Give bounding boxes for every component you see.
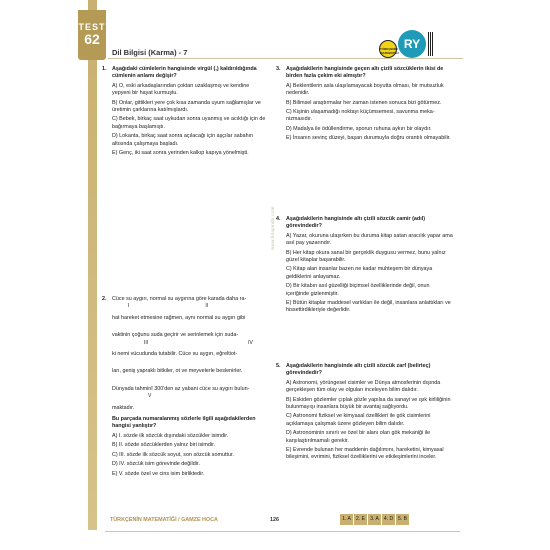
question-number: 4. xyxy=(276,216,281,222)
question-stem: Aşağıdakilerin hangisinde geçen altı çizili sözcüklerin ikisi de birden fazla çekim eki almıştır? xyxy=(286,66,444,80)
option-d[interactable]: D) Lokanta, birkaç saat sonra açılacağı için aşçılar sabahın altısında çalışmaya başladı. xyxy=(112,133,254,147)
paragraph-line: hat hareket etmesine rağmen, aynı normal su aygırı gibi xyxy=(112,314,246,321)
brand-logo: RY xyxy=(398,30,426,58)
option-c[interactable]: C) Kitap alan insanlar bazen ne kadar muhteşem bir dünyaya geldiklerini anlayamaz. xyxy=(286,266,433,280)
option-e[interactable]: E) Genç, iki saat sonra yerinden kalkıp kapıya yönelmişti. xyxy=(112,150,249,157)
option-b[interactable]: B) Onlar, gittikleri yere çok kısa zamanda uyum sağlamışlar ve üretimin çarklarına katılmışlardı. xyxy=(112,99,261,114)
option-a[interactable]: A) Yazar, okuruna ulaşırken bu duruma kitap satan aracılık yapar ama asıl pay yazarındır. xyxy=(286,232,453,247)
option-e[interactable]: E) Bütün kitaplar maddesel varlıkları ile değil, insanlara anlattıkları ve hissettirdikleriyle değerlidir. xyxy=(286,300,451,314)
test-number: 62 xyxy=(84,31,100,47)
paragraph-line: maktadır. xyxy=(112,404,135,411)
question-number: 5. xyxy=(276,363,281,369)
answer-chip: 3. A xyxy=(368,514,381,525)
option-a[interactable]: A) Beklentilerin asla ulaşılamayacak boyutta olması, bir mutsuzluk nedenidir. xyxy=(286,82,444,97)
roman-numeral: I xyxy=(128,303,130,310)
question-number: 1. xyxy=(102,66,107,72)
footer-brand: TÜRKÇENİN MATEMATİĞİ / GAMZE HOCA xyxy=(110,517,218,523)
option-c[interactable]: C) Bebek, birkaç saat uykudan sonra uyanmış ve acıktığı için de bağırmaya başlamıştı. xyxy=(112,116,266,130)
option-e[interactable]: E) İnsanın sevinç düzeyi, başarı durumuyla doğru orantılı olmayabilir. xyxy=(286,135,451,142)
option-c[interactable]: C) III. sözde ilk sözcük soyut, son sözcük somuttur. xyxy=(112,451,234,458)
paragraph-line: Cüce su aygırı, normal su aygırına göre karada daha ra- xyxy=(112,296,247,302)
question-2 xyxy=(102,296,267,478)
answer-chip: 2. E xyxy=(354,514,367,525)
option-b[interactable]: B) II. sözde sözcüklerden yalnız biri isimdir. xyxy=(112,442,216,449)
option-c[interactable]: C) Kişinin ulaşamadığı noktayı küçümsemesi, savunma mekanizmasıdır. xyxy=(286,109,435,123)
question-5 xyxy=(276,363,454,462)
question-3 xyxy=(276,66,454,143)
option-a[interactable]: A) O, eski arkadaşlarından çoktan uzaklaşmış ve kendine yepyeni bir hayat kurmuştu. xyxy=(112,82,250,97)
option-e[interactable]: E) Evrende bulunan her maddenin dağılımını, hareketini, kimyasal bileşimini, evrimini, fiziksel özelliklerini ve etkileşimlerini inceler. xyxy=(286,447,444,461)
question-stem: Aşağıdakilerin hangisinde altı çizili sözcük zarf (belirteç) görevindedir? xyxy=(286,363,431,377)
option-b[interactable]: B) Bilimsel araştırmalar her zaman istenen sonuca bizi götürmez. xyxy=(286,99,442,106)
test-tab xyxy=(78,10,106,60)
paragraph-line: ları, geniş yapraklı bitkiler, ot ve meyvelerle beslenirler. xyxy=(112,368,243,375)
roman-numeral: II xyxy=(205,303,209,310)
question-stem: Aşağıdakilerin hangisinde altı çizili sözcük zamir (adıl) görevindedir? xyxy=(286,216,425,230)
roman-row xyxy=(112,393,267,400)
roman-numeral: III xyxy=(144,339,149,346)
option-d[interactable]: D) Madalya ile ödüllendirme, sporun ruhuna aykırı bir olaydır. xyxy=(286,125,432,132)
option-a[interactable]: A) Astronomi, yörüngesel cisimler ve Dünya atmosferinin dışında gerçekleşen tüm olay ve olguları inceleyen bilim dalıdır. xyxy=(286,379,441,394)
question-stem: Bu parçada numaralanmış sözlerle ilgili aşağıdakilerden hangisi yanlıştır? xyxy=(112,416,256,430)
option-d[interactable]: D) IV. sözcük isim görevinde değildir. xyxy=(112,461,200,468)
gold-side-bar xyxy=(88,0,97,530)
paragraph-line: Dünyada tahminî 300'den az yabani cüce su aygırı bulun- xyxy=(112,385,250,392)
option-b[interactable]: B) Her kitap okura sanal bir gerçeklik duygusu vermez, bunu yalnız güzel kitaplar başarabilir. xyxy=(286,249,446,264)
roman-row xyxy=(112,340,267,347)
answer-key xyxy=(340,514,410,525)
roman-row xyxy=(112,303,267,310)
answer-chip: 5. B xyxy=(396,514,409,525)
question-1 xyxy=(102,66,267,157)
header-divider xyxy=(108,58,463,59)
question-number: 3. xyxy=(276,66,281,72)
answer-chip: 1. A xyxy=(340,514,353,525)
paragraph-line: vaktinin çoğunu suda geçirir ve serinlemek için suda- xyxy=(112,332,239,339)
page-number: 126 xyxy=(270,517,279,523)
option-d[interactable]: D) Bir kitabın asıl güzelliği biçimsel özelliklerinde değil, onun içeriğinde gizlenmiştir. xyxy=(286,283,430,297)
roman-numeral: V xyxy=(148,393,152,400)
footer-divider xyxy=(105,531,460,532)
answer-chip: 4. D xyxy=(382,514,395,525)
page-title: Dil Bilgisi (Karma) - 7 xyxy=(112,48,188,57)
question-4 xyxy=(276,216,454,315)
option-b[interactable]: B) Eskiden gözlemler çıplak gözle yapılsa da sanayi ve ışık kirliliğinin bulunmayışı insanlara büyük bir avantaj sağlıyordu. xyxy=(286,396,451,411)
watermark: www.kitapindir.com xyxy=(270,206,275,250)
option-a[interactable]: A) I. sözde ilk sözcük dışındaki sözcükler isimdir. xyxy=(112,432,229,439)
badge-logo xyxy=(379,40,397,58)
paragraph-line: ki nemi vücudunda tutabilir. Cüce su aygırı, eğreltiot- xyxy=(112,351,238,358)
question-stem: Aşağıdaki cümlelerin hangisinde virgül (,) kaldırıldığında cümlenin anlamı değişir? xyxy=(112,66,257,80)
question-number: 2. xyxy=(102,296,107,302)
badge-text: TÜRKÇENİN MATEMATİĞİ xyxy=(380,47,399,55)
roman-numeral: IV xyxy=(248,339,253,346)
test-label: TEST xyxy=(78,22,106,32)
option-c[interactable]: C) Astronomi fiziksel ve kimyasal özellikleri ile gök cisimlerini açıklamaya çalışmak üzere gözleyen bilim dalıdır. xyxy=(286,413,431,427)
barcode-icon xyxy=(428,32,434,56)
option-e[interactable]: E) V. sözde özel ve cins isim birliktedir. xyxy=(112,470,205,477)
option-d[interactable]: D) Astronominin sınırlı ve özel bir alanı olan gök mekaniği ile karşılaştırılmamalı gerekir. xyxy=(286,430,431,444)
